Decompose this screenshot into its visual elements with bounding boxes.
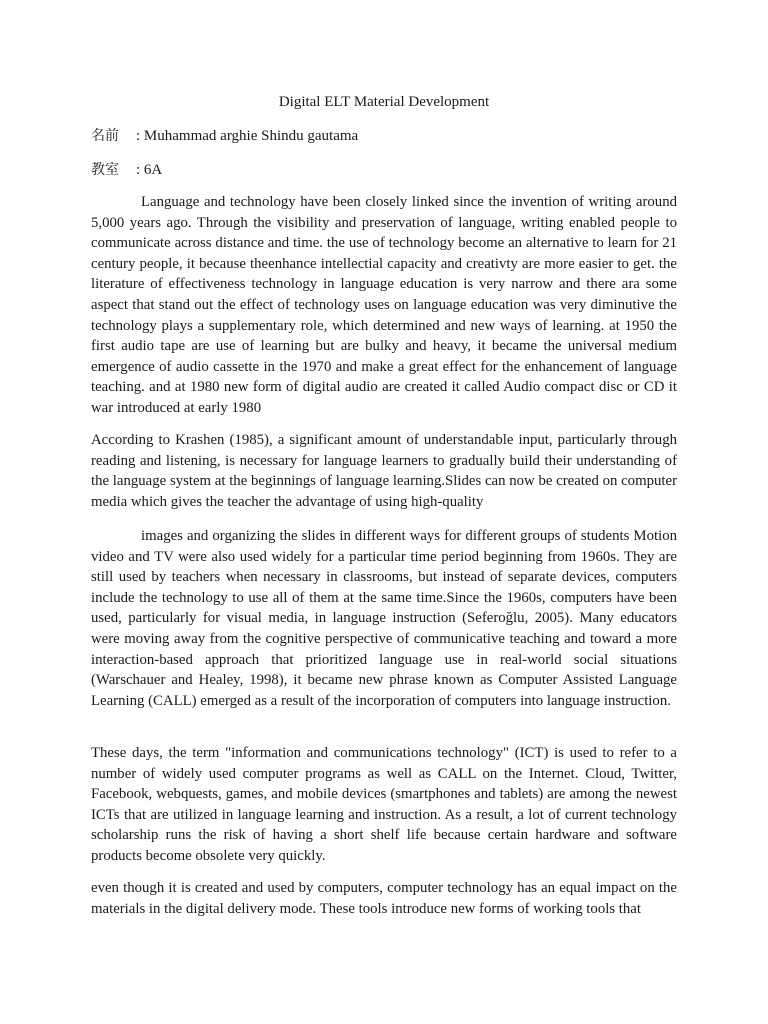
student-name-row bbox=[91, 126, 358, 146]
paragraph: even though it is created and used by computers, computer technology has an equal impact on the materials in the digital delivery mode. These tools introduce new forms of working tools that bbox=[91, 880, 677, 917]
paragraph: images and organizing the slides in different ways for different groups of students Motion video and TV were also used widely for a particular time period beginning from 1960s. They are still used by teachers when necessary in classrooms, but instead of separate devices, computers include the technology to use all of them at the same time.Since the 1960s, computers have been used, particularly for visual media, in language instruction (Seferoğlu, 2005). Many educators were moving away from the cognitive perspective of communicative teaching and toward a more interaction-based approach that prioritized language use in real-world social situations (Warschauer and Healey, 1998), it became new phrase known as Computer Assisted Language Learning (CALL) emerged as a result of the incorporation of computers into language instruction. bbox=[91, 528, 677, 709]
paragraph: Language and technology have been closely linked since the invention of writing around 5,000 years ago. Through the visibility and preservation of language, writing enabled people to communicate across distance and time. the use of technology become an alternative to learn for 21 century people, it because theenhance intellectial capacity and creativty are more easier to get. the literature of effectiveness technology in language education is very narrow and there ara some aspect that stand out the effect of technology uses on language education was very diminutive the technology plays a supplementary role, which determined and new ways of learning. at 1950 the first audio tape are use of learning but are bulky and heavy, it became the universal medium emergence of audio cassette in the 1970 and make a great effect for the enhancement of language teaching. and at 1980 new form of digital audio are created it called Audio compact disc or CD it war introduced at early 1980 bbox=[91, 194, 677, 416]
class-row bbox=[91, 160, 162, 180]
class-label: 教室 bbox=[91, 162, 119, 178]
name-label: 名前 bbox=[91, 128, 119, 144]
document-title: Digital ELT Material Development bbox=[278, 94, 490, 110]
name-value: : Muhammad arghie Shindu gautama bbox=[136, 128, 359, 144]
class-value: : 6A bbox=[136, 162, 163, 178]
paragraph: These days, the term "information and communications technology" (ICT) is used to refer to a number of widely used computer programs as well as CALL on the Internet. Cloud, Twitter, Facebook, webquests, games, and mobile devices (smartphones and tablets) are among the newest ICTs that are utilized in language learning and instruction. As a result, a lot of current technology scholarship runs the risk of having a short shelf life because certain hardware and software products become obsolete very quickly. bbox=[91, 745, 677, 864]
paragraph: According to Krashen (1985), a significant amount of understandable input, particularly through reading and listening, is necessary for language learners to gradually build their understanding of the language system at the beginnings of language learning.Slides can now be created on computer media which gives the teacher the advantage of using high-quality bbox=[91, 432, 677, 510]
